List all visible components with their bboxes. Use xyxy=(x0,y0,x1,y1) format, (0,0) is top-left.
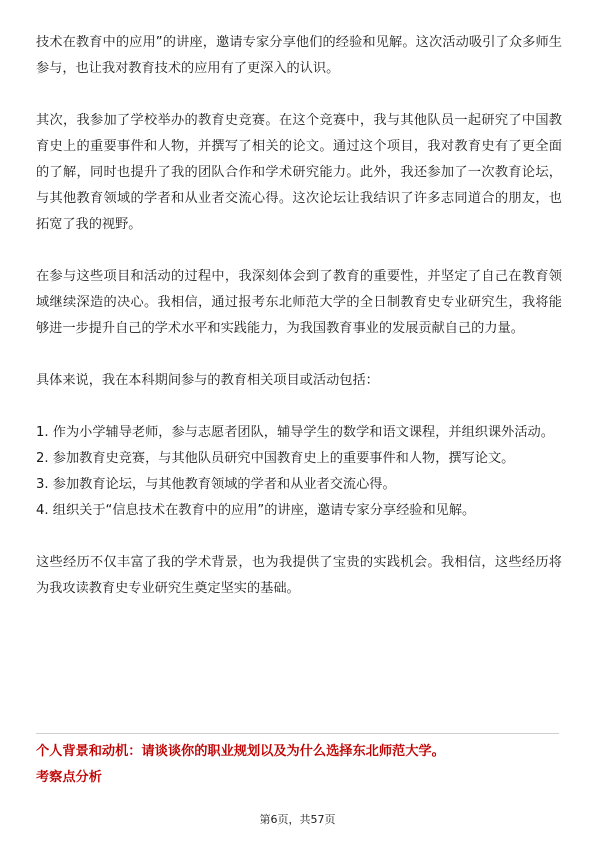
paragraph-gap xyxy=(36,394,562,420)
paragraph-gap xyxy=(36,82,562,108)
closing-paragraph: 这些经历不仅丰富了我的学术背景，也为我提供了宝贵的实践机会。我相信，这些经历将为我攻读教育史专业研究生奠定坚实的基础。 xyxy=(36,555,562,596)
section-divider xyxy=(36,733,559,734)
list-item: 2. 参加教育史竞赛，与其他队员研究中国教育史上的重要事件和人物，撰写论文。 xyxy=(36,451,515,466)
section-subheading: 考察点分析 xyxy=(36,770,102,785)
section-heading: 个人背景和动机：请谈谈你的职业规划以及为什么选择东北师范大学。 xyxy=(36,744,445,759)
paragraph-gap xyxy=(36,342,562,368)
paragraph-gap xyxy=(36,524,562,550)
activity-list xyxy=(36,420,562,524)
paragraph-3: 在参与这些项目和活动的过程中，我深刻体会到了教育的重要性，并坚定了自己在教育领域继续深造的决心。我相信，通过报考东北师范大学的全日制教育史专业研究生，我将能够进一步提升自己的学术水平和实践能力，为我国教育事业的发展贡献自己的力量。 xyxy=(36,269,562,336)
list-item: 3. 参加教育论坛，与其他教育领域的学者和从业者交流心得。 xyxy=(36,477,396,492)
list-item: 4. 组织关于“信息技术在教育中的应用”的讲座，邀请专家分享经验和见解。 xyxy=(36,503,476,518)
paragraph-gap xyxy=(36,238,562,264)
list-item: 1. 作为小学辅导老师，参与志愿者团队，辅导学生的数学和语文课程，并组织课外活动。 xyxy=(36,425,554,440)
paragraph-2: 其次，我参加了学校举办的教育史竞赛。在这个竞赛中，我与其他队员一起研究了中国教育史上的重要事件和人物，并撰写了相关的论文。通过这个项目，我对教育史有了更全面的了解，同时也提升了我的团队合作和学术研究能力。此外，我还参加了一次教育论坛，与其他教育领域的学者和从业者交流心得。这次论坛让我结识了许多志同道合的朋友，也拓宽了我的视野。 xyxy=(36,113,562,232)
paragraph-1: 技术在教育中的应用”的讲座，邀请专家分享他们的经验和见解。这次活动吸引了众多师生参与，也让我对教育技术的应用有了更深入的认识。 xyxy=(36,35,562,76)
document-body xyxy=(36,30,562,602)
page-footer: 第6页，共57页 xyxy=(259,813,336,826)
paragraph-4: 具体来说，我在本科期间参与的教育相关项目或活动包括： xyxy=(36,373,379,388)
